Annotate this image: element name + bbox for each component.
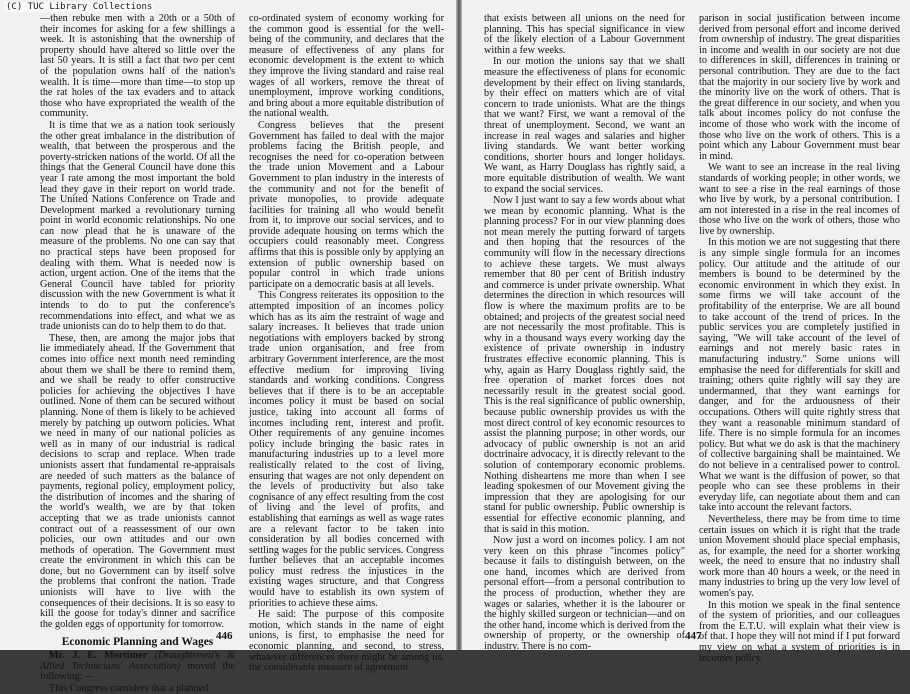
paragraph: Now I just want to say a few words about what we mean by economic planning. What is the planning process? For in our view planning does not mean merely the putting forward of targets and then hoping that the resources of the community will flow in the necessary directions to achieve these targets. We must always remember that 80 per cent of British industry and commerce is under private ownership. What determines the direction in which resources will flow is where the maximum profits are to be obtained; and projects of the greatest social need are not necessarily the most profitable. This is why in a thousand ways every working day the existence of private ownership in industry frustrates effective economic planning. This is why, again as Harry Douglass rightly said, the free operation of market forces does not necessarily result in the greatest social good. This is the real significance of public ownership, because public ownership provides us with the most direct control of key economic resources to assist the planning purpose; in other words, our advocacy of public ownership is not an arid doctrinaire advocacy, it is directly relevant to the solution of contemporary economic problems. Nothing disheartens me more than when I see leading spokesmen of our Movement giving the impression that they are apologising for our stand for public ownership. Public ownership is essential for effective economic planning, and that is said in this motion. <box>484 195 685 535</box>
paragraph: parison in social justification between income derived from personal effort and income derived from ownership of industry. The great disparities in income and wealth in our society are not due to differences in skill, differences in training or personal contribution. They are due to the fact that the majority in our society live by work and the minority live on the work of others. That is the great difference in our society, and when you talk about incomes policy do not confuse the income of those who work with the income of those who live on the work of others. This is a point which any Labour Government must bear in mind. <box>699 13 900 162</box>
paragraph: These, then, are among the major jobs that lie immediately ahead. If the Government that comes into office next month need reminding about them we shall be there to remind them, and we shall be ready to offer constructive policies for achieving the objectives I have outlined. None of them can be secured without planning. None of them is likely to be achieved merely by patching up outworn policies. What we need in many of our national policies as well as in many of our industrial is radical decisions to scrap and replace. When trade unionists assert that fundamental re-appraisals are needed of such matters as the balance of payments, regional policy, employment policy, the distribution of incomes and the sharing of the world's wealth, we are by that token accepting that we as trade unionists cannot contract out of a reassessment of our own policies, our own attitudes and our own methods of operation. The Government must create the environment in which this can be done, but no Government can by itself solve the problems that confront the nation. Trade unionists will have to live with the consequences of their decisions. It is so easy to kill the goose for today's dinner and sacrifice the golden eggs of opportunity for tomorrow. <box>40 332 235 630</box>
right-column-2 <box>699 13 900 664</box>
right-page <box>460 0 910 664</box>
paragraph: In this motion we are not suggesting that there is any simple single formula for an incomes policy. Our attitude and the attitude of our members is bound to be determined by the economic environment in which they exist. In some firms we will take account of the profitability of the enterprise. We are all bound to take account of the trend of prices. In the public services you are completely justified in saying, "We will take account of the level of earnings and not merely basic rates in manufacturing industry." Some unions will emphasise the need for differentials for skill and training; others quite rightly will say they are undermanned, that they want earnings for danger, and for the arduousness of their occupations. Others will quite rightly stress that they want a reasonable minimum standard of life. There is no simple formula for an incomes policy. But what we do ask is that the machinery of collective bargaining shall be maintained. We do not believe in a centralised power to control. What we want is the diffusion of power, so that people who can see these problems in their everyday life, can negotiate about them and can take into account the relevant factors. <box>699 237 900 514</box>
paragraph: Nevertheless, there may be from time to time certain issues on which it is right that the trade union Movement should place special emphasis, as, for example, the need for a shorter working week, the need to ensure that no industry shall work more than 40 hours a week, or the need in many industries to bring up the very low level of women's pay. <box>699 513 900 600</box>
paragraph: It is time that we as a nation took seriously the other great imbalance in the distribution of wealth, that between the prosperous and the poverty-stricken nations of the world. Of all the things that the General Council have done this year I rate among the most important the bold lead they gave in their report on world trade. The United Nations Conference on Trade and Development marked a revolutionary turning point in world economic relationships. No one can now plead that he is unaware of the measure of the problems. No one can say that no practical steps have been proposed for dealing with them. What is needed now is action, urgent action. One of the items that the General Council have tabled for priority discussion with the new Government is what it intends to do to put the conference's recommendations into effect, and what we as trade unionists can do to help them to do that. <box>40 119 235 333</box>
speaker-name: Mr. J. E. Mortimer <box>49 650 148 662</box>
paragraph: that exists between all unions on the need for planning. This has special significance in view of the likely election of a Labour Government within a few weeks. <box>484 13 685 56</box>
motion-start: This Congress considers that a planned <box>49 682 209 694</box>
right-column-1 <box>484 13 685 653</box>
paragraph: —then rebuke men with a 20th or a 50th of their incomes for asking for a few shillings a week. It is astonishing that the ownership of property should have altered so little over the last 50 years. It is still a fact that two per cent of the population owns half of the nation's wealth. It is time—more than time—to stop up the rat holes of the tax evaders and to attack those who have expropriated the wealth of the community. <box>40 13 235 120</box>
book-gutter <box>456 0 462 650</box>
paragraph: Now just a word on incomes policy. I am not very keen on this phrase "incomes policy" because it fails to distinguish between, on the one hand, incomes which are derived from personal effort—from a personal contribution to the process of production, whether they are wages or salaries, whether it is the labourer or the highly skilled surgeon or technician—and on the other hand, income which is derived from the ownership of property, or the ownership of industry. There is no com- <box>484 535 685 653</box>
left-column-2 <box>249 13 444 674</box>
paragraph: In this motion we speak in the final sentence of the system of priorities, and our colleagues from the E.T.U. will explain what their view is of that. I hope they will not mind if I put forward my view on what a system of priorities is in incomes policy. <box>699 599 900 664</box>
paragraph: In our motion the unions say that we shall measure the effectiveness of plans for economic development by their effect on living standards, by their effect on matters which are of vital concern to trade unionists. What are the things that we want? First, we want a removal of the threat of unemployment. Second, we want an increase in real wages and salaries and higher living standards. We want better working conditions, shorter hours and longer holidays. We want, as Harry Douglass has rightly said, a more equitable distribution of wealth. We want to expand the social services. <box>484 56 685 195</box>
paragraph: He said: The purpose of this composite motion, which stands in the name of eight unions, is first, to emphasise the need for economic planning, and second, to stress, whatever differences there might be among us, the considerable measure of agreement <box>249 609 444 674</box>
speaker-intro-tail: moved the following:— <box>40 660 235 683</box>
page-number: 447 <box>685 630 702 642</box>
watermark: (C) TUC Library Collections <box>6 2 153 12</box>
page-number: 446 <box>216 630 233 642</box>
paragraph: Congress believes that the present Government has failed to deal with the major problems facing the British people, and recognises the need for co-operation between the trade union Movement and a Labour Government to plan industry in the interests of the community and not for the benefit of private monopolies, to provide adequate facilities for training all who would benefit from it, to improve our social services, and to provide adequate housing on terms which the occupiers could reasonably meet. Congress affirms that this is possible only by applying an extension of public ownership based on popular control in which trade unions participate on a democratic basis at all levels. <box>249 119 444 290</box>
speaker-organisation: (Draughtsmen's & Allied Technicians' Association) <box>40 650 235 672</box>
section-heading: Economic Planning and Wages <box>61 636 214 649</box>
paragraph: co-ordinated system of economy working for the common good is essential for the well-being of the community, and declares that the measure of effectiveness of any plans for economic development is the extent to which they improve the living standard and raise real wages of all workers, remove the threat of unemployment, improve working conditions, and bring about a more equitable distribution of the national wealth. <box>249 13 444 120</box>
paragraph: We want to see an increase in the real living standards of working people; in other words, we want to see a rise in the real earnings of those who live by work, by a personal contribution. I am not interested in a rise in the real incomes of those who live on the work of others, those who live by ownership. <box>699 162 900 237</box>
paragraph: This Congress reiterates its opposition to the attempted imposition of an incomes policy which has as its aim the restraint of wage and salary increases. It believes that trade union negotiations with employers backed by strong trade union organisation, and free from arbitrary Government interference, are the most effective medium for improving living standards and working conditions. Congress believes that if there is to be an acceptable incomes policy it must be based on social justice, taking into account all forms of incomes including rent, interest and profit. Other requirements of any genuine incomes policy include bringing the basic rates in manufacturing industries up to a level more realistically related to the cost of living, ensuring that wages are not only dependent on the levels of productivity but also take cognisance of any effect resulting from the cost of living and the level of profits, and establishing that earnings as well as wage rates are a relevant factor to be taken into consideration by all bodies concerned with settling wages for the public services. Congress further believes that an acceptable incomes policy must redress the injustices in the existing wages structure, and that Congress would have to establish its own system of priorities to achieve these aims. <box>249 290 444 609</box>
speaker-intro <box>40 651 235 683</box>
